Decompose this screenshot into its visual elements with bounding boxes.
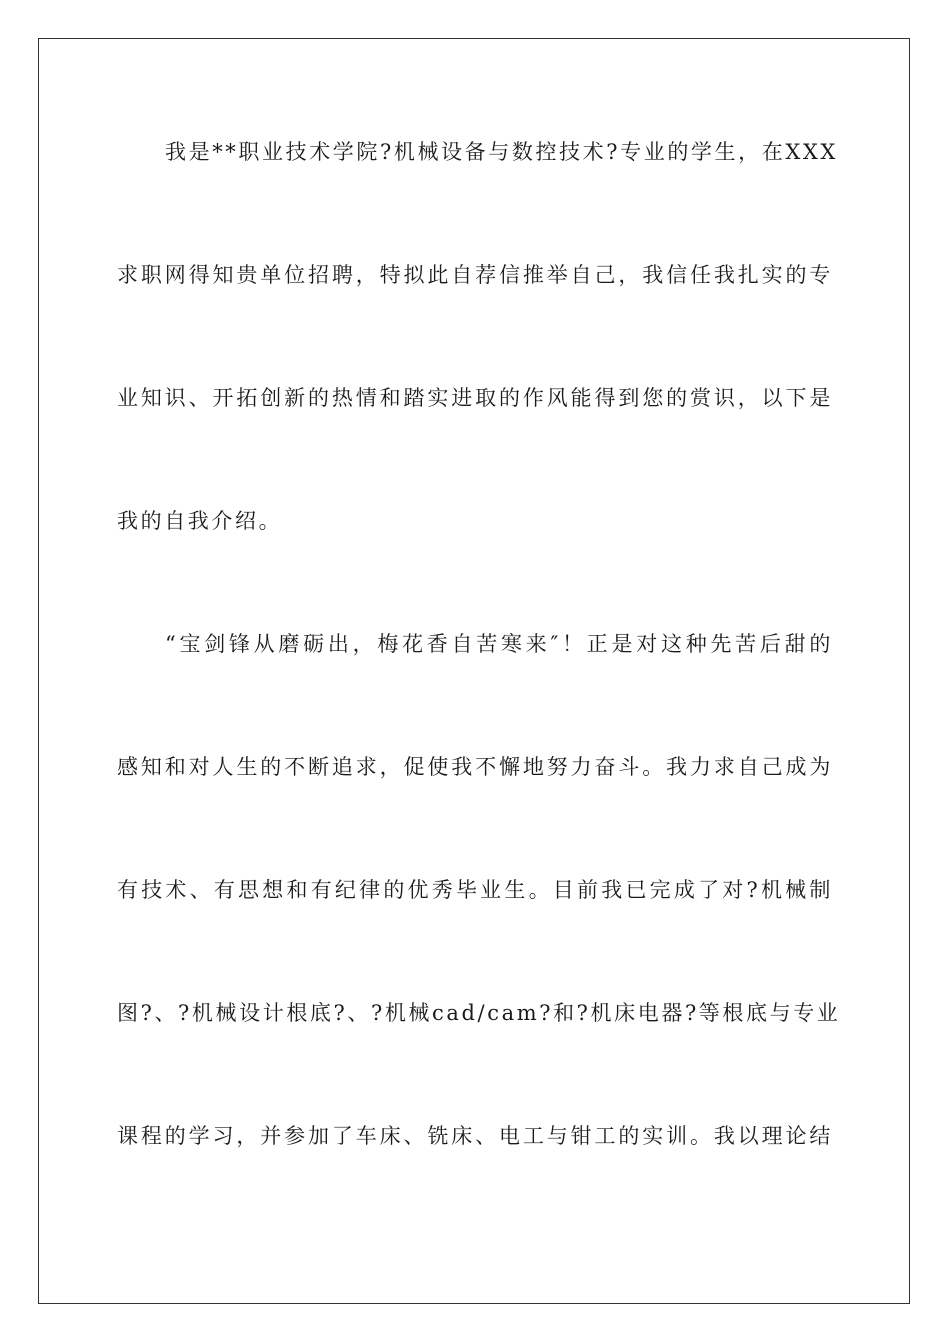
paragraph-2-line-5: 课程的学习，并参加了车床、铣床、电工与钳工的实训。我以理论结 [117,1124,833,1148]
page-border [38,38,910,1304]
paragraph-2-line-2: 感知和对人生的不断追求，促使我不懈地努力奋斗。我力求自己成为 [117,755,833,779]
paragraph-1-line-1: 我是**职业技术学院?机械设备与数控技术?专业的学生，在XXX [165,140,838,164]
paragraph-2-line-3: 有技术、有思想和有纪律的优秀毕业生。目前我已完成了对?机械制 [117,878,833,902]
paragraph-1-line-4: 我的自我介绍。 [117,509,283,533]
paragraph-2-line-4: 图?、?机械设计根底?、?机械cad/cam?和?机床电器?等根底与专业 [117,1001,841,1025]
paragraph-1-line-2: 求职网得知贵单位招聘，特拟此自荐信推举自己，我信任我扎实的专 [117,263,833,287]
paragraph-2-line-1: “宝剑锋从磨砺出，梅花香自苦寒来″！正是对这种先苦后甜的 [165,632,833,656]
paragraph-1-line-3: 业知识、开拓创新的热情和踏实进取的作风能得到您的赏识，以下是 [117,386,833,410]
